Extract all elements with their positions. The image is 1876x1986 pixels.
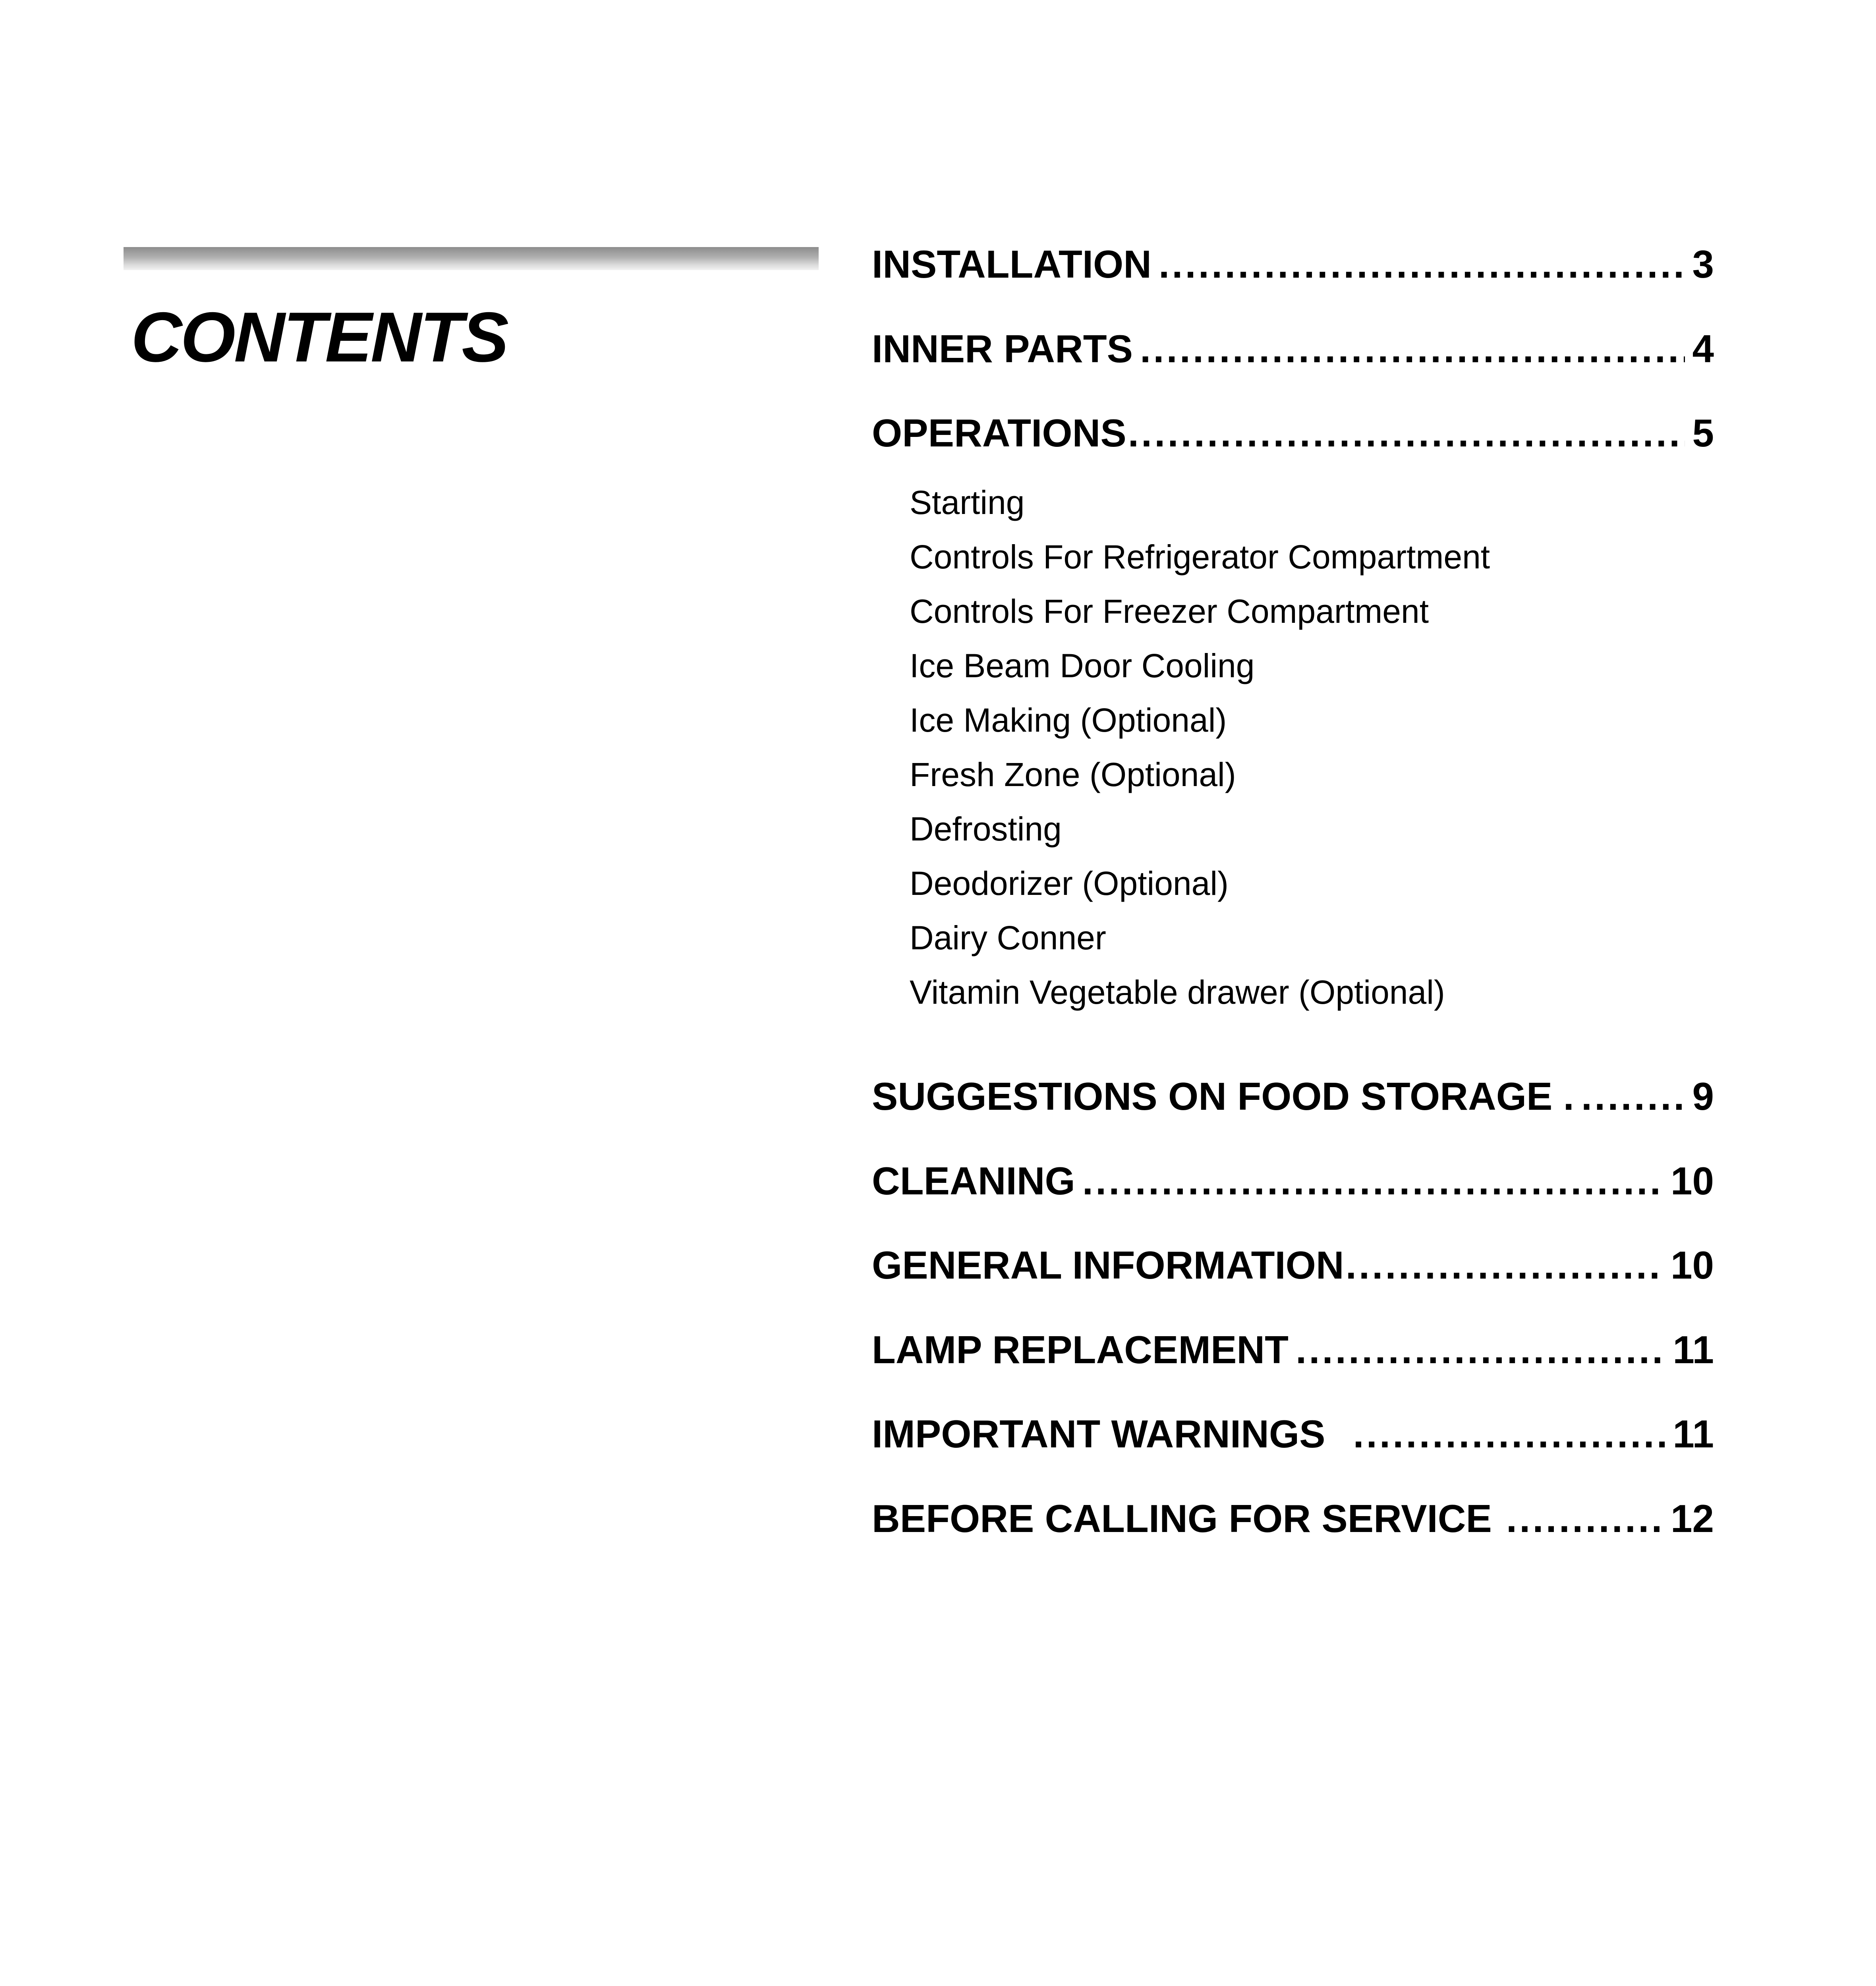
toc-entry-page: 10 <box>1670 1243 1714 1287</box>
toc-entry-label: INSTALLATION <box>872 242 1152 286</box>
toc-entry-page: 5 <box>1692 411 1714 455</box>
toc-entry-page: 12 <box>1670 1497 1714 1540</box>
toc-subitem[interactable]: Starting <box>910 484 1025 521</box>
toc-subitem[interactable]: Deodorizer (Optional) <box>910 865 1229 902</box>
toc-entry-page: 10 <box>1670 1159 1714 1203</box>
toc-entry-label: GENERAL INFORMATION <box>872 1243 1344 1287</box>
toc-entry-cleaning[interactable] <box>872 1155 1714 1207</box>
toc-subitem[interactable]: Defrosting <box>910 810 1062 848</box>
toc-entry-page: 4 <box>1692 327 1714 371</box>
toc-entry-page: 3 <box>1692 242 1714 286</box>
toc-leader-dots <box>1581 1070 1685 1122</box>
toc-entry-label: CLEANING <box>872 1159 1075 1203</box>
toc-entry-general-information[interactable] <box>872 1239 1714 1291</box>
toc-subitem[interactable]: Ice Making (Optional) <box>910 701 1227 739</box>
toc-leader-dots <box>1353 1408 1665 1460</box>
toc-entry-operations[interactable] <box>872 407 1714 459</box>
toc-entry-page: 9 <box>1692 1074 1714 1118</box>
toc-subitem[interactable]: Dairy Conner <box>910 919 1106 956</box>
toc-entry-label: INNER PARTS <box>872 327 1133 371</box>
toc-entry-label: SUGGESTIONS ON FOOD STORAGE . <box>872 1074 1574 1118</box>
toc-entry-lamp-replacement[interactable] <box>872 1324 1714 1376</box>
toc-entry-label: BEFORE CALLING FOR SERVICE <box>872 1497 1492 1540</box>
contents-title: CONTENTS <box>131 298 507 377</box>
toc-subitem[interactable]: Ice Beam Door Cooling <box>910 647 1255 684</box>
toc-entry-before-calling-service[interactable] <box>872 1493 1714 1544</box>
toc-subitem[interactable]: Controls For Refrigerator Compartment <box>910 538 1490 576</box>
toc-subitem[interactable]: Fresh Zone (Optional) <box>910 756 1236 793</box>
toc-entry-important-warnings[interactable] <box>872 1408 1714 1460</box>
toc-entry-page: 11 <box>1673 1412 1714 1456</box>
toc-entry-label: LAMP REPLACEMENT <box>872 1328 1289 1372</box>
toc-entry-label: OPERATIONS <box>872 411 1126 455</box>
toc-entry-page: 11 <box>1673 1328 1714 1372</box>
toc-entry-inner-parts[interactable] <box>872 323 1714 375</box>
toc-leader-dots <box>1346 1239 1663 1291</box>
toc-leader-dots <box>1159 238 1685 290</box>
toc-subitem[interactable]: Vitamin Vegetable drawer (Optional) <box>910 974 1445 1011</box>
toc-leader-dots <box>1082 1155 1663 1207</box>
toc-subitem[interactable]: Controls For Freezer Compartment <box>910 593 1429 630</box>
toc-entry-installation[interactable] <box>872 238 1714 290</box>
toc-entry-food-storage[interactable] <box>872 1070 1714 1122</box>
toc-leader-dots <box>1506 1493 1663 1544</box>
toc-leader-dots <box>1140 323 1685 375</box>
toc-leader-dots <box>1296 1324 1665 1376</box>
toc-entry-label: IMPORTANT WARNINGS <box>872 1412 1325 1456</box>
toc-leader-dots <box>1128 407 1685 459</box>
header-rule <box>124 247 819 270</box>
